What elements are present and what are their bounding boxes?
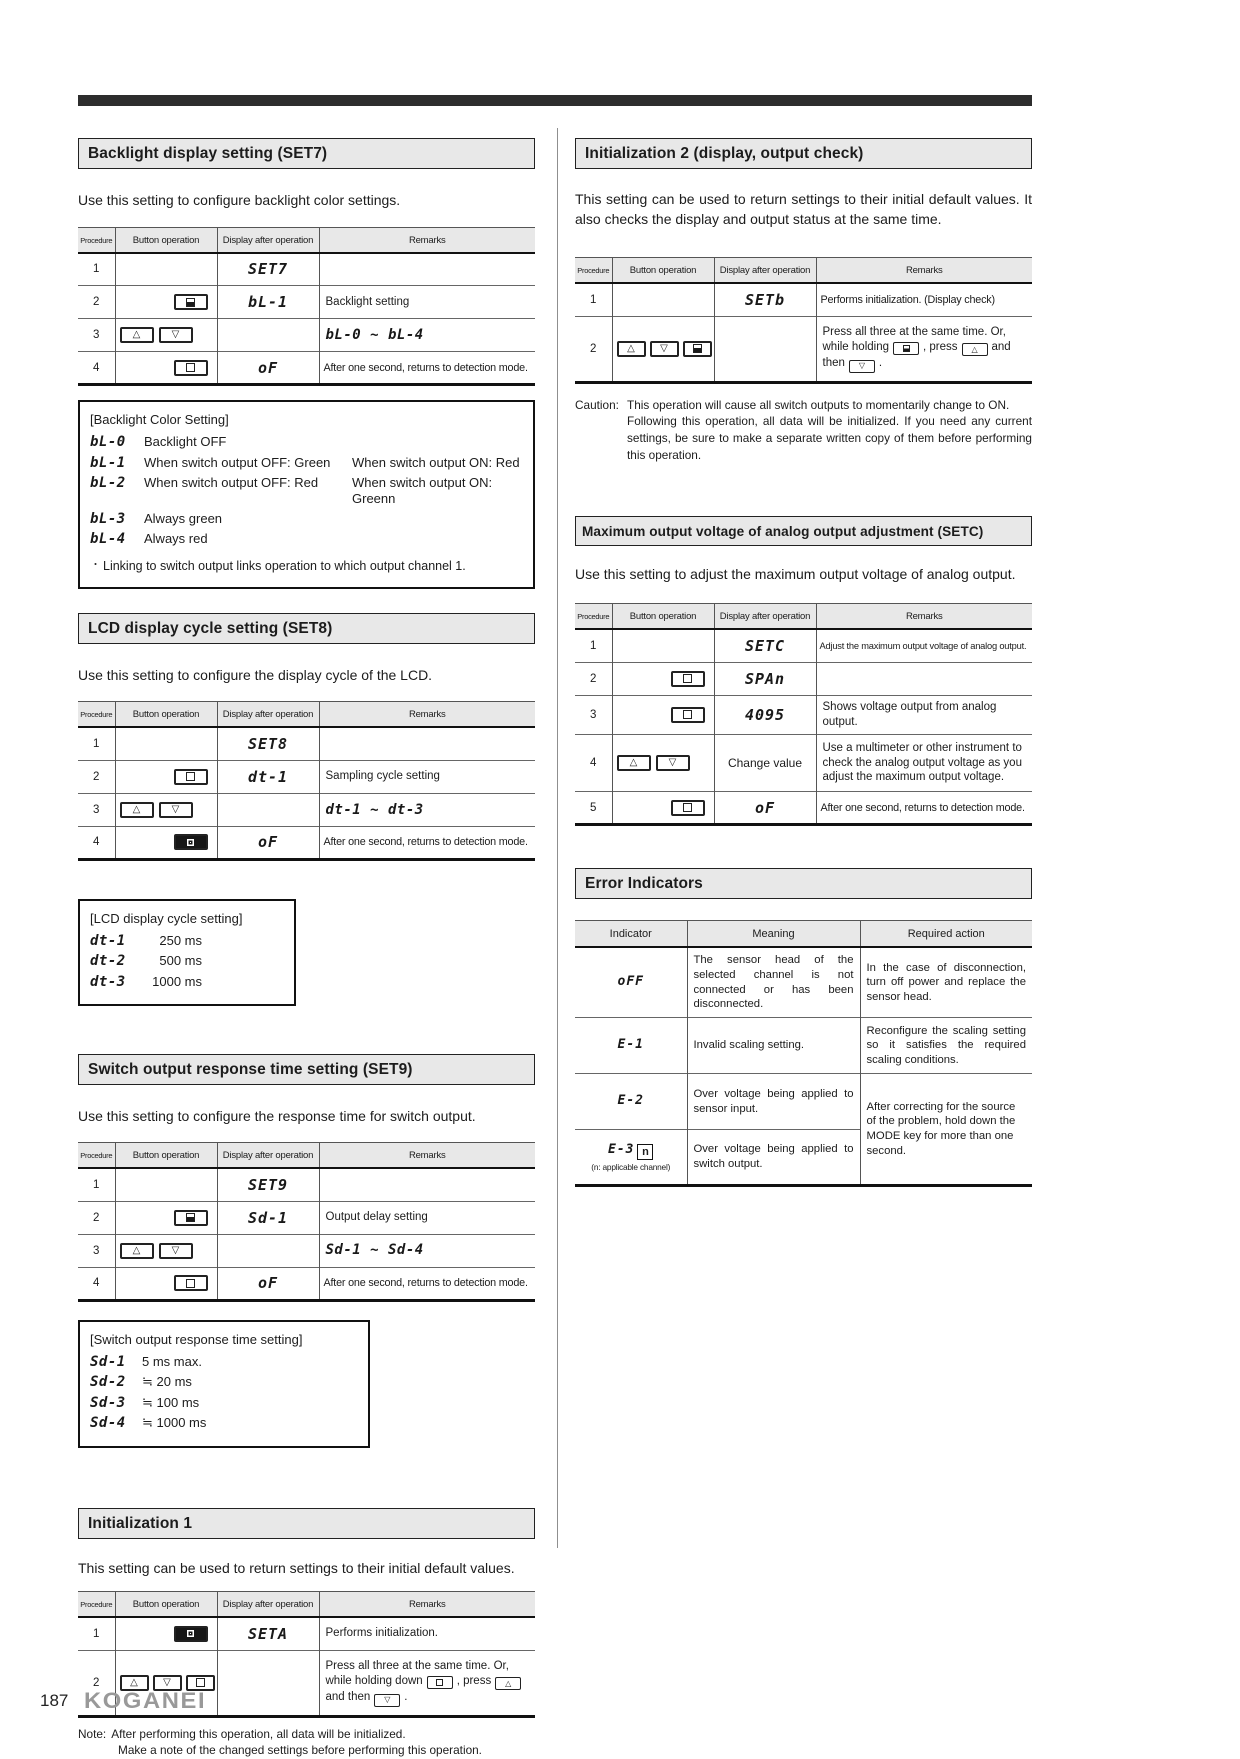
table-row: [575, 695, 1032, 734]
down-button-icon: [374, 1694, 400, 1707]
init1-intro: This setting can be used to return settings to their initial default values.: [78, 1559, 515, 1576]
lcd-range-text: Sd-1 ~ Sd-4: [325, 1242, 424, 1259]
setc-intro: Use this setting to adjust the maximum output voltage of analog output.: [575, 565, 1016, 582]
lcd-range-text: bL-0 ~ bL-4: [325, 327, 424, 343]
lcd-code: bL-3: [90, 510, 126, 527]
button-cell: [115, 826, 217, 859]
lcd-code: bL-4: [90, 531, 126, 548]
setc-procedure-table: [575, 603, 1032, 826]
remark: [319, 253, 535, 286]
remark: After one second, returns to detection mode.: [816, 792, 1032, 825]
down-button-icon: [656, 755, 690, 771]
procedure-number: 1: [575, 629, 612, 662]
header-procedure: Procedure: [78, 702, 115, 728]
left-column: [78, 138, 535, 1759]
channel-box-glyph: n: [637, 1144, 653, 1160]
page-footer: [40, 1688, 207, 1714]
header-procedure: Procedure: [575, 258, 612, 284]
section-title-set7: Backlight display setting (SET7): [78, 138, 535, 169]
mode-square-glyph: [186, 1279, 195, 1288]
procedure-number: 1: [78, 1617, 115, 1650]
remark: Sampling cycle setting: [319, 760, 535, 793]
table-row: [78, 727, 535, 760]
header-required-action: Required action: [860, 921, 1032, 948]
remark: After one second, returns to detection mode.: [319, 1267, 535, 1300]
error-meaning: Over voltage being applied to switch output.: [687, 1130, 860, 1186]
mode-square-glyph: [186, 772, 195, 781]
down-button-icon: [159, 327, 193, 343]
button-cell: [115, 760, 217, 793]
button-cell: [115, 253, 217, 286]
list-item: Sd-3 ≒ 100 ms: [90, 1394, 200, 1411]
remark: Backlight setting: [319, 286, 535, 319]
lcd-display-cycle-box: [78, 899, 296, 1007]
header-remarks: Remarks: [319, 1592, 535, 1618]
lcd-display-text: SPAn: [744, 669, 786, 688]
up-triangle-glyph: △: [971, 344, 978, 354]
table-row: [78, 1617, 535, 1650]
table-row: [575, 792, 1032, 825]
up-button-icon: [120, 327, 154, 343]
table-row: [575, 947, 1032, 1017]
lcd-code: dt-3: [90, 973, 126, 990]
header-button-operation: Button operation: [115, 227, 217, 253]
switch-output-response-time-box: [78, 1320, 370, 1448]
procedure-number: 4: [78, 826, 115, 859]
remark: Performs initialization. (Display check): [816, 283, 1032, 316]
mode-button-icon: [671, 800, 705, 816]
up-triangle-glyph: △: [132, 1244, 141, 1256]
lcd-display-text: oF: [754, 798, 776, 817]
remark: Shows voltage output from analog output.: [816, 695, 1032, 734]
down-button-icon: [159, 1243, 193, 1259]
mode-button-icon: [893, 342, 919, 355]
lcd-display-text: SET9: [247, 1175, 289, 1194]
table-row: [575, 1074, 1032, 1130]
procedure-number: 3: [78, 1234, 115, 1267]
section-title-setc: Maximum output voltage of analog output adjustment (SETC): [575, 516, 1032, 546]
procedure-number: 4: [575, 734, 612, 792]
remark: Output delay setting: [319, 1201, 535, 1234]
page-number: 187: [40, 1691, 69, 1710]
remark: [319, 319, 535, 352]
header-indicator: Indicator: [575, 921, 687, 948]
remark: [319, 793, 535, 826]
button-cell: [612, 283, 714, 316]
mode-square-glyph: [196, 1678, 205, 1687]
top-rule-bar: [78, 95, 1032, 106]
lcd-code: Sd-3: [90, 1394, 126, 1411]
down-button-icon: [159, 802, 193, 818]
list-item: bL-2 When switch output OFF: Red When switch output ON: Greenn: [90, 475, 493, 507]
table-row: [78, 253, 535, 286]
error-code: E-1: [617, 1037, 644, 1053]
up-button-icon: [617, 341, 646, 357]
box-title: [Switch output response time setting]: [90, 1331, 303, 1347]
list-item: Sd-1 5 ms max.: [90, 1353, 202, 1370]
lcd-code: dt-1: [90, 932, 126, 949]
table-header-row: [78, 227, 535, 253]
caution-label: Caution:: [575, 397, 619, 412]
error-code: E-3: [608, 1141, 635, 1157]
channel-note: (n: applicable channel): [591, 1161, 671, 1172]
mode-button-long-press-icon: [174, 1626, 208, 1642]
down-button-icon: [650, 341, 679, 357]
list-item: bL-1 When switch output OFF: Green When switch output ON: Red: [90, 454, 520, 471]
mode-square-glyph: [186, 838, 195, 847]
procedure-number: 3: [78, 793, 115, 826]
set9-intro: Use this setting to configure the response time for switch output.: [78, 1108, 476, 1125]
lcd-code: bL-1: [90, 454, 126, 471]
up-button-icon: [962, 343, 988, 356]
up-button-icon: [617, 755, 651, 771]
header-display-after-operation: Display after operation: [217, 227, 319, 253]
procedure-number: 2: [78, 286, 115, 319]
box-title: [LCD display cycle setting]: [90, 910, 243, 926]
header-remarks: Remarks: [816, 604, 1032, 630]
backlight-color-setting-box: [78, 400, 535, 589]
button-cell: [115, 352, 217, 385]
mode-button-icon: [174, 360, 208, 376]
box-title: [Backlight Color Setting]: [90, 412, 229, 428]
up-triangle-glyph: △: [130, 1676, 138, 1688]
procedure-number: 4: [78, 1267, 115, 1300]
up-triangle-glyph: △: [132, 803, 141, 815]
up-button-icon: [495, 1677, 521, 1690]
table-row: [78, 793, 535, 826]
remark: Press all three at the same time. Or, while holding down , press △ and then ▽ .: [319, 1650, 535, 1716]
table-header-row: [575, 921, 1032, 948]
bullet-icon: ・: [90, 558, 101, 571]
mode-button-icon: [671, 707, 705, 723]
procedure-number: 4: [78, 352, 115, 385]
mode-button-icon: [174, 1275, 208, 1291]
bullet-note: ・ Linking to switch output links operation to which output channel 1.: [90, 558, 466, 573]
section-title-error-indicators: Error Indicators: [575, 868, 1032, 899]
button-cell: [612, 695, 714, 734]
list-item: dt-2 500 ms: [90, 953, 202, 970]
remark: Adjust the maximum output voltage of analog output.: [816, 629, 1032, 662]
set9-procedure-table: [78, 1142, 535, 1302]
lcd-code: Sd-2: [90, 1374, 126, 1391]
lcd-display-text: oF: [257, 833, 279, 852]
down-triangle-glyph: ▽: [163, 1676, 171, 1688]
button-cell: [612, 792, 714, 825]
error-code: oFF: [617, 974, 644, 990]
table-row: [575, 734, 1032, 792]
section-title-initialization-2: Initialization 2 (display, output check): [575, 138, 1032, 169]
lcd-code: bL-0: [90, 434, 126, 451]
button-cell: [115, 286, 217, 319]
mode-square-glyph: [693, 344, 702, 353]
lcd-range-text: dt-1 ~ dt-3: [325, 801, 424, 818]
header-button-operation: Button operation: [612, 604, 714, 630]
header-display-after-operation: Display after operation: [217, 702, 319, 728]
table-header-row: [78, 1592, 535, 1618]
lcd-display-text: SETC: [744, 636, 786, 655]
procedure-number: 1: [78, 1168, 115, 1201]
set7-intro: Use this setting to configure backlight color settings.: [78, 192, 401, 208]
procedure-number: 1: [78, 727, 115, 760]
down-button-icon: [849, 360, 875, 373]
remark: [319, 727, 535, 760]
note-label: Note:: [78, 1726, 107, 1741]
mode-button-long-press-icon: [174, 834, 208, 850]
table-row: [78, 760, 535, 793]
remark: After one second, returns to detection mode.: [319, 826, 535, 859]
down-triangle-glyph: ▽: [660, 342, 668, 354]
table-row: [78, 1234, 535, 1267]
table-header-row: [78, 702, 535, 728]
header-button-operation: Button operation: [115, 1143, 217, 1169]
up-triangle-glyph: △: [627, 342, 635, 354]
procedure-number: 3: [575, 695, 612, 734]
list-item: bL-0 Backlight OFF: [90, 434, 227, 451]
header-procedure: Procedure: [78, 1143, 115, 1169]
header-button-operation: Button operation: [115, 1592, 217, 1618]
button-cell: [115, 727, 217, 760]
error-code: E-2: [617, 1093, 644, 1109]
header-button-operation: Button operation: [612, 258, 714, 284]
mode-square-glyph: [186, 1213, 195, 1222]
lcd-display-text: oF: [257, 358, 279, 377]
lcd-code: Sd-4: [90, 1415, 126, 1432]
lcd-display-text: dt-1: [247, 767, 289, 786]
procedure-number: 2: [575, 662, 612, 695]
mode-square-glyph: [186, 1629, 195, 1638]
lcd-display-text: Sd-1: [247, 1208, 289, 1227]
set8-intro: Use this setting to configure the display cycle of the LCD.: [78, 666, 433, 683]
mode-button-icon: [427, 1676, 453, 1689]
remark: [319, 1234, 535, 1267]
error-action: After correcting for the source of the problem, hold down the MODE key for more than one second.: [860, 1074, 1032, 1186]
button-cell: [115, 1267, 217, 1300]
procedure-number: 3: [78, 319, 115, 352]
mode-square-glyph: [436, 1679, 443, 1686]
table-row: [575, 1018, 1032, 1074]
mode-button-icon: [683, 341, 712, 357]
header-procedure: Procedure: [78, 1592, 115, 1618]
button-cell: [115, 793, 217, 826]
button-cell: [115, 1201, 217, 1234]
table-header-row: [78, 1143, 535, 1169]
lcd-display-text: oF: [257, 1274, 279, 1293]
header-remarks: Remarks: [319, 227, 535, 253]
procedure-number: 2: [575, 316, 612, 382]
header-display-after-operation: Display after operation: [714, 258, 816, 284]
button-cell: [115, 1617, 217, 1650]
procedure-number: 2: [78, 1650, 115, 1716]
up-button-icon: [120, 802, 154, 818]
mode-square-glyph: [683, 710, 692, 719]
error-action: In the case of disconnection, turn off power and replace the sensor head.: [860, 947, 1032, 1017]
down-triangle-glyph: ▽: [171, 329, 180, 341]
error-meaning: The sensor head of the selected channel is not connected or has been disconnected.: [687, 947, 860, 1017]
lcd-display-text: SETb: [744, 290, 786, 309]
button-cell: [612, 662, 714, 695]
lcd-code: bL-2: [90, 475, 126, 492]
header-remarks: Remarks: [319, 1143, 535, 1169]
table-row: [575, 629, 1032, 662]
table-row: [78, 319, 535, 352]
down-triangle-glyph: ▽: [668, 757, 677, 768]
table-row: [78, 826, 535, 859]
table-row: [575, 283, 1032, 316]
lcd-code: dt-2: [90, 953, 126, 970]
list-item: dt-1 250 ms: [90, 932, 202, 949]
button-cell: [115, 319, 217, 352]
list-item: bL-4 Always red: [90, 531, 208, 548]
lcd-display-text: SET8: [247, 735, 289, 754]
error-meaning: Invalid scaling setting.: [687, 1018, 860, 1074]
header-meaning: Meaning: [687, 921, 860, 948]
procedure-number: 2: [78, 1201, 115, 1234]
header-remarks: Remarks: [319, 702, 535, 728]
display-text: Change value: [714, 734, 816, 792]
remark: Performs initialization.: [319, 1617, 535, 1650]
remark: Use a multimeter or other instrument to check the analog output voltage as you adjust the maximum output voltage.: [816, 734, 1032, 792]
remark: [816, 662, 1032, 695]
up-triangle-glyph: △: [505, 1678, 512, 1688]
up-button-icon: [120, 1243, 154, 1259]
section-title-set9: Switch output response time setting (SET9): [78, 1054, 535, 1085]
up-triangle-glyph: △: [132, 329, 141, 341]
down-triangle-glyph: ▽: [858, 361, 865, 371]
button-cell: [612, 629, 714, 662]
right-column: [575, 138, 1032, 1187]
lcd-display-text: bL-1: [247, 293, 289, 312]
mode-square-glyph: [186, 363, 195, 372]
section-title-set8: LCD display cycle setting (SET8): [78, 613, 535, 644]
header-procedure: Procedure: [575, 604, 612, 630]
lcd-code: Sd-1: [90, 1353, 126, 1370]
table-row: [78, 1201, 535, 1234]
procedure-number: 5: [575, 792, 612, 825]
table-row: [575, 316, 1032, 382]
down-triangle-glyph: ▽: [384, 1695, 391, 1705]
mode-square-glyph: [186, 298, 195, 307]
remark: Press all three at the same time. Or, while holding , press △ and then ▽ .: [816, 316, 1032, 382]
init2-intro: This setting can be used to return settings to their initial default values. It also checks the display and output status at the same time.: [575, 191, 1032, 227]
mode-button-icon: [174, 769, 208, 785]
button-cell: [612, 734, 714, 792]
lcd-display-text: SETA: [247, 1624, 289, 1643]
column-divider: [557, 128, 558, 1548]
procedure-number: 2: [78, 760, 115, 793]
list-item: dt-3 1000 ms: [90, 973, 202, 990]
procedure-number: 1: [78, 253, 115, 286]
table-row: [78, 1267, 535, 1300]
remark: [319, 1168, 535, 1201]
header-remarks: Remarks: [816, 258, 1032, 284]
list-item: Sd-2 ≒ 20 ms: [90, 1374, 192, 1391]
table-row: [78, 1168, 535, 1201]
mode-square-glyph: [903, 345, 910, 352]
header-display-after-operation: Display after operation: [217, 1592, 319, 1618]
error-meaning: Over voltage being applied to sensor input.: [687, 1074, 860, 1130]
lcd-display-text: SET7: [247, 260, 289, 279]
mode-square-glyph: [683, 674, 692, 683]
header-procedure: Procedure: [78, 227, 115, 253]
set8-procedure-table: [78, 701, 535, 861]
list-item: bL-3 Always green: [90, 510, 223, 527]
init1-note: Note: After performing this operation, all data will be initialized. Make a note of the changed settings before performing this operation.: [78, 1726, 482, 1758]
table-row: [575, 662, 1032, 695]
table-row: [78, 286, 535, 319]
set7-procedure-table: [78, 227, 535, 387]
mode-square-glyph: [683, 803, 692, 812]
section-title-initialization-1: Initialization 1: [78, 1508, 535, 1539]
remark: After one second, returns to detection mode.: [319, 352, 535, 385]
procedure-number: 1: [575, 283, 612, 316]
mode-button-icon: [174, 1210, 208, 1226]
header-display-after-operation: Display after operation: [217, 1143, 319, 1169]
error-action: Reconfigure the scaling setting so it satisfies the required scaling conditions.: [860, 1018, 1032, 1074]
table-header-row: [575, 258, 1032, 284]
table-header-row: [575, 604, 1032, 630]
table-row: [78, 352, 535, 385]
init2-procedure-table: [575, 257, 1032, 383]
button-cell: [115, 1168, 217, 1201]
error-indicators-table: [575, 920, 1032, 1187]
lcd-display-text: 4095: [744, 705, 786, 724]
header-display-after-operation: Display after operation: [714, 604, 816, 630]
button-cell: [612, 316, 714, 382]
mode-button-icon: [174, 294, 208, 310]
list-item: Sd-4 ≒ 1000 ms: [90, 1415, 207, 1432]
mode-button-icon: [671, 671, 705, 687]
button-cell: [115, 1234, 217, 1267]
up-triangle-glyph: △: [629, 757, 638, 768]
down-triangle-glyph: ▽: [171, 1244, 180, 1256]
down-triangle-glyph: ▽: [171, 803, 180, 815]
koganei-logo: KOGANEI: [84, 1688, 207, 1713]
header-button-operation: Button operation: [115, 702, 217, 728]
caution-note: Caution: This operation will cause all switch outputs to momentarily change to ON. Following this operation, all data will be initialized. If you need any current settings, be sure to make a separate written copy of them before performing this operation.: [575, 397, 1032, 462]
